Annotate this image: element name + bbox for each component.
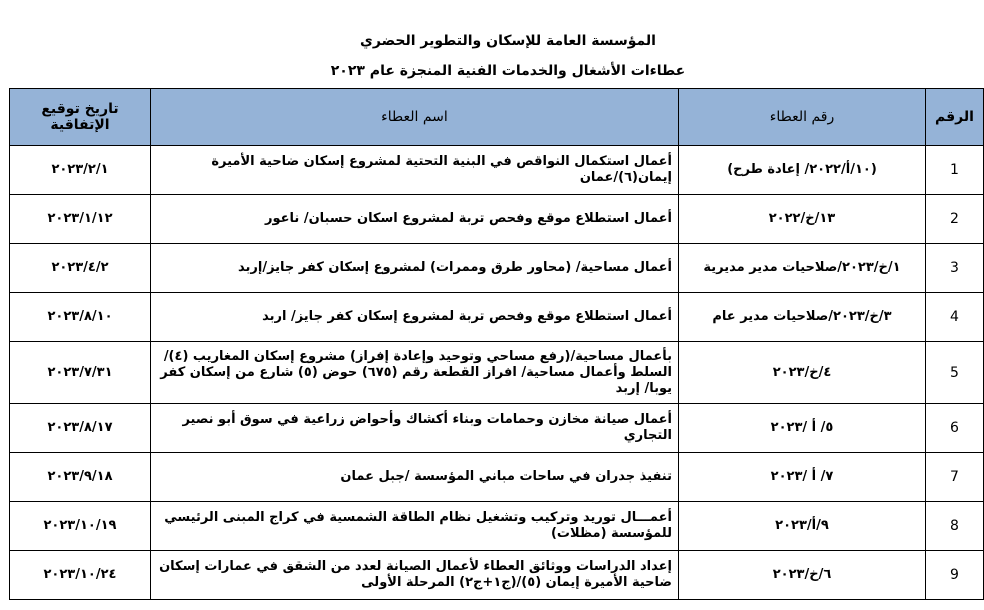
tender-name: بأعمال مساحية/(رفع مساحي وتوحيد وإعادة إفراز) مشروع إسكان المغاريب (٤)/ السلط وأعمال مساحية/ افراز القطعة رقم (٦٧٥) حوض (٥) شارع من إسكان كفر يوبا/ إربد bbox=[151, 342, 679, 404]
agreement-date: ٢٠٢٣/٨/١٧ bbox=[10, 404, 151, 453]
tender-name: أعمال صيانة مخازن وحمامات وبناء أكشاك وأحواض زراعية في سوق أبو نصير التجاري bbox=[151, 404, 679, 453]
table-row bbox=[10, 551, 984, 600]
tender-number: ١/خ/٢٠٢٣/صلاحيات مدير مديرية bbox=[679, 244, 926, 293]
tender-name: أعمـــال توريد وتركيب وتشغيل نظام الطاقة الشمسية في كراج المبنى الرئيسي للمؤسسة (مظلات) bbox=[151, 502, 679, 551]
column-header-tender-name: اسم العطاء bbox=[151, 89, 679, 146]
row-index: 6 bbox=[926, 404, 984, 453]
table-row bbox=[10, 342, 984, 404]
table-row bbox=[10, 293, 984, 342]
agreement-date: ٢٠٢٣/١٠/٢٤ bbox=[10, 551, 151, 600]
tender-number: ٥/ أ /٢٠٢٣ bbox=[679, 404, 926, 453]
column-header-index: الرقم bbox=[926, 89, 984, 146]
tender-name: أعمال استطلاع موقع وفحص تربة لمشروع اسكان حسبان/ ناعور bbox=[151, 195, 679, 244]
table-row bbox=[10, 195, 984, 244]
organization-title: المؤسسة العامة للإسكان والتطوير الحضري bbox=[360, 33, 656, 49]
tenders-table bbox=[9, 88, 984, 600]
row-index: 3 bbox=[926, 244, 984, 293]
table-row bbox=[10, 146, 984, 195]
tender-name: أعمال استكمال النواقص في البنية التحتية لمشروع إسكان ضاحية الأميرة إيمان(٦)/عمان bbox=[151, 146, 679, 195]
table-row bbox=[10, 404, 984, 453]
agreement-date: ٢٠٢٣/١/١٢ bbox=[10, 195, 151, 244]
row-index: 2 bbox=[926, 195, 984, 244]
agreement-date: ٢٠٢٣/٧/٣١ bbox=[10, 342, 151, 404]
agreement-date: ٢٠٢٣/٨/١٠ bbox=[10, 293, 151, 342]
row-index: 7 bbox=[926, 453, 984, 502]
table-header-row bbox=[10, 89, 984, 146]
row-index: 9 bbox=[926, 551, 984, 600]
tender-name: أعمال استطلاع موقع وفحص تربة لمشروع إسكان كفر جايز/ اربد bbox=[151, 293, 679, 342]
tender-name: تنفيذ جدران في ساحات مباني المؤسسة /جبل عمان bbox=[151, 453, 679, 502]
row-index: 8 bbox=[926, 502, 984, 551]
tender-name: إعداد الدراسات ووثائق العطاء لأعمال الصيانة لعدد من الشقق في عمارات إسكان ضاحية الأميرة إيمان (٥)/(ج١+ج٢) المرحلة الأولى bbox=[151, 551, 679, 600]
agreement-date: ٢٠٢٣/١٠/١٩ bbox=[10, 502, 151, 551]
row-index: 5 bbox=[926, 342, 984, 404]
agreement-date: ٢٠٢٣/٤/٢ bbox=[10, 244, 151, 293]
tender-number: ٦/خ/٢٠٢٣ bbox=[679, 551, 926, 600]
tender-number: ٩/أ/٢٠٢٣ bbox=[679, 502, 926, 551]
tender-number: ٤/خ/٢٠٢٣ bbox=[679, 342, 926, 404]
row-index: 1 bbox=[926, 146, 984, 195]
tender-number: (١٠/أ/٢٠٢٢/ إعادة طرح) bbox=[679, 146, 926, 195]
tender-number: ١٣/خ/٢٠٢٢ bbox=[679, 195, 926, 244]
document-subtitle: عطاءات الأشغال والخدمات الفنية المنجزة عام ٢٠٢٣ bbox=[330, 63, 686, 79]
table-row bbox=[10, 453, 984, 502]
tender-number: ٣/خ/٢٠٢٣/صلاحيات مدير عام bbox=[679, 293, 926, 342]
table-row bbox=[10, 502, 984, 551]
column-header-tender-number: رقم العطاء bbox=[679, 89, 926, 146]
row-index: 4 bbox=[926, 293, 984, 342]
tender-number: ٧/ أ /٢٠٢٣ bbox=[679, 453, 926, 502]
tender-name: أعمال مساحية/ (محاور طرق وممرات) لمشروع إسكان كفر جايز/إربد bbox=[151, 244, 679, 293]
agreement-date: ٢٠٢٣/٩/١٨ bbox=[10, 453, 151, 502]
table-row bbox=[10, 244, 984, 293]
column-header-agreement-date: تاريخ توقيع الإتفاقية bbox=[10, 89, 151, 146]
agreement-date: ٢٠٢٣/٢/١ bbox=[10, 146, 151, 195]
